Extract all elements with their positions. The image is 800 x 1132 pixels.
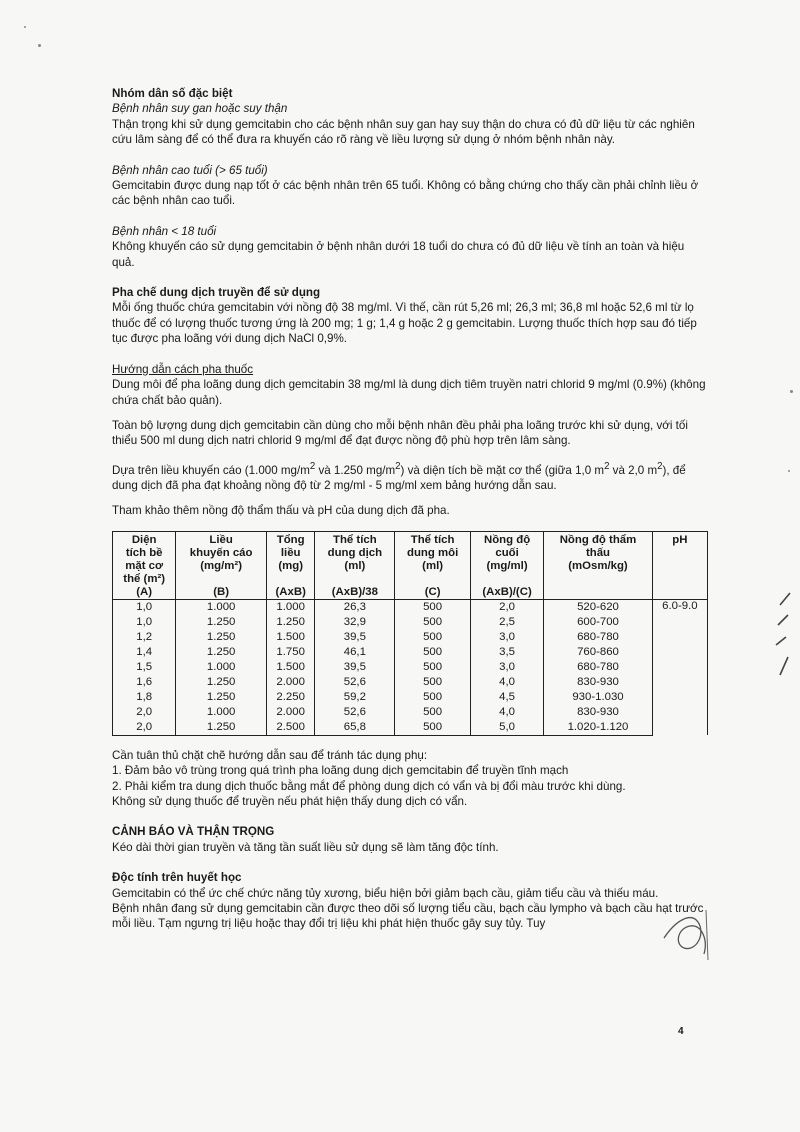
precautions-intro: Cần tuân thủ chặt chẽ hướng dẫn sau để tránh tác dụng phụ: [112,748,428,762]
table-cell: 500 [395,645,471,660]
table-cell: 1.000 [176,599,267,615]
hematologic-paragraph-1: Gemcitabin có thể ức chế chức năng tủy xương, biểu hiện bởi giảm bạch cầu, giảm tiểu cầu và thiếu máu. [112,886,659,900]
table-formula-cell: (B) [176,586,267,600]
table-formula-cell [652,586,707,600]
pediatric-subheading: Bệnh nhân < 18 tuổi [112,224,217,238]
table-row [113,675,708,690]
table-cell: 500 [395,615,471,630]
page-number: 4 [678,1026,684,1037]
preparation-heading: Pha chế dung dịch truyền để sử dụng [112,286,321,300]
table-cell: 4,0 [470,705,543,720]
table-header-cell: Nồng độ thẩm thấu (mOsm/kg) [544,531,653,586]
table-row [113,645,708,660]
warnings-paragraph: Kéo dài thời gian truyền và tăng tần suất liều sử dụng sẽ làm tăng độc tính. [112,840,499,854]
table-cell: 1,6 [113,675,176,690]
table-header-cell: Thể tích dung môi (ml) [395,531,471,586]
table-row [113,599,708,615]
table-formula-cell: (AxB) [266,586,315,600]
table-cell: 930-1.030 [544,690,653,705]
dilution-table [112,531,708,736]
table-cell: 4,5 [470,690,543,705]
elderly-paragraph: Gemcitabin được dung nạp tốt ở các bệnh nhân trên 65 tuổi. Không có bằng chứng cho thấy cần phải chỉnh liều ở các bệnh nhân cao tuổi. [112,179,699,208]
scan-speck [38,44,41,47]
table-cell: 2.500 [266,720,315,736]
table-cell: 500 [395,660,471,675]
precaution-item-2: 2. Phải kiểm tra dung dịch thuốc bằng mắt để phòng dung dịch có vẩn và bị đổi màu trước khi dùng. [112,779,626,793]
table-cell: 1.020-1.120 [544,720,653,736]
table-cell: 1.250 [176,690,267,705]
scan-speck [24,26,26,28]
table-cell: 1.250 [176,720,267,736]
table-cell: 500 [395,720,471,736]
table-formula-cell: (C) [395,586,471,600]
table-row [113,690,708,705]
handwritten-mark [656,900,716,970]
dose-range-paragraph: Dựa trên liều khuyến cáo (1.000 $mg/m^2$ và 1.250 $mg/m^2$) và diện tích bề mặt cơ thể (giữa 1,0 $m^2$ và 2,0 $m^2$), để dung dịch đã pha đạt khoảng nồng độ từ 2 mg/ml - 5 mg/ml xem bảng hướng dẫn sau. [112,460,686,492]
edge-mark [770,585,796,695]
table-row [113,615,708,630]
warnings-heading: CẢNH BÁO VÀ THẬN TRỌNG [112,825,275,839]
table-cell: 830-930 [544,675,653,690]
table-cell: 32,9 [315,615,395,630]
table-cell: 2.250 [266,690,315,705]
scan-speck [790,390,793,393]
table-cell: 500 [395,675,471,690]
table-row [113,660,708,675]
dilution-volume-paragraph: Toàn bộ lượng dung dịch gemcitabin cần dùng cho mỗi bệnh nhân đều phải pha loãng trước khi sử dụng, với tối thiểu 500 ml dung dịch natri chlorid 9 mg/ml để đạt được nồng độ phù hợp trên lâm sàng. [112,418,688,448]
table-cell: 2,0 [113,720,176,736]
table-header-cell: Nồng độ cuối (mg/ml) [470,531,543,586]
hematologic-paragraph-2: Bệnh nhân đang sử dụng gemcitabin cần được theo dõi số lượng tiểu cầu, bạch cầu lympho và bạch cầu hạt trước mỗi liều. Tạm ngưng trị liệu hoặc thay đổi trị liệu khi phát hiện thuốc gây suy tủy. Tuy [112,902,704,931]
table-cell: 1.500 [266,630,315,645]
table-cell: 2,5 [470,615,543,630]
table-cell: 3,0 [470,630,543,645]
table-cell: 39,5 [315,660,395,675]
precaution-item-1: 1. Đảm bảo vô trùng trong quá trình pha loãng dung dịch gemcitabin để truyền tĩnh mạch [112,764,569,778]
document-page [112,86,708,932]
table-header-cell: Diện tích bề mặt cơ thể (m²) [113,531,176,586]
table-formula-cell: (AxB)/(C) [470,586,543,600]
table-formula-cell [544,586,653,600]
renal-hepatic-paragraph: Thận trọng khi sử dụng gemcitabin cho các bệnh nhân suy gan hay suy thận do chưa có đủ dữ liệu từ các nghiên cứu lâm sàng để có thể đưa ra khuyến cáo rõ ràng về liều lượng sử dụng ở nhóm bệnh nhân này. [112,117,695,147]
scan-speck [788,470,790,472]
table-cell: 1.250 [176,645,267,660]
table-cell: 1,2 [113,630,176,645]
table-cell: 46,1 [315,645,395,660]
table-cell: 760-860 [544,645,653,660]
table-header-cell: pH [652,531,707,586]
table-cell: 1,0 [113,599,176,615]
table-header-cell: Thể tích dung dịch (ml) [315,531,395,586]
hematologic-toxicity-heading: Độc tính trên huyết học [112,871,242,885]
preparation-paragraph: Mỗi ống thuốc chứa gemcitabin với nồng độ 38 mg/ml. Vì thế, cần rút 5,26 ml; 26,3 ml; 36,8 ml hoặc 52,6 ml từ lọ thuốc để có lượng thuốc tương ứng là 200 mg; 1 g; 1,4 g hoặc 2 g gemcitabin. Lượng thuốc thích hợp sau đó tiếp tục được pha loãng với dung dịch NaCl 0,9%. [112,301,697,346]
table-cell: 5,0 [470,720,543,736]
table-cell: 2,0 [113,705,176,720]
table-cell: 3,5 [470,645,543,660]
table-cell: 1,0 [113,615,176,630]
table-cell: 1,4 [113,645,176,660]
table-formula-cell: (A) [113,586,176,600]
table-cell: 4,0 [470,675,543,690]
table-row [113,705,708,720]
table-cell: 1.250 [176,675,267,690]
table-cell: 1,8 [113,690,176,705]
table-cell: 39,5 [315,630,395,645]
table-cell: 26,3 [315,599,395,615]
table-header-cell: Tổng liều (mg) [266,531,315,586]
table-cell: 1.750 [266,645,315,660]
table-cell: 52,6 [315,675,395,690]
precaution-note: Không sử dụng thuốc để truyền nếu phát hiện thấy dung dịch có vẩn. [112,795,468,809]
table-cell: 1,5 [113,660,176,675]
table-cell: 500 [395,630,471,645]
special-populations-heading: Nhóm dân số đặc biệt [112,87,233,100]
osmolality-reference-paragraph: Tham khảo thêm nồng độ thẩm thấu và pH của dung dịch đã pha. [112,504,450,518]
table-cell: 1.000 [266,599,315,615]
diluent-paragraph: Dung môi để pha loãng dung dịch gemcitabin 38 mg/ml là dung dịch tiêm truyền natri chlorid 9 mg/ml (0.9%) (không chứa chất bảo quản). [112,378,706,407]
table-cell: 1.500 [266,660,315,675]
table-cell: 1.250 [176,630,267,645]
table-cell: 2,0 [470,599,543,615]
table-cell: 52,6 [315,705,395,720]
table-cell: 65,8 [315,720,395,736]
table-cell: 680-780 [544,660,653,675]
table-cell: 830-930 [544,705,653,720]
table-cell: 600-700 [544,615,653,630]
table-row [113,630,708,645]
table-cell: 520-620 [544,599,653,615]
table-header-cell: Liều khuyến cáo (mg/m²) [176,531,267,586]
table-cell: 1.250 [266,615,315,630]
renal-hepatic-subheading: Bệnh nhân suy gan hoặc suy thận [112,102,288,116]
table-cell: 1.250 [176,615,267,630]
table-cell: 3,0 [470,660,543,675]
table-cell: 2.000 [266,705,315,720]
dilution-guide-heading: Hướng dẫn cách pha thuốc [112,362,254,376]
elderly-subheading: Bệnh nhân cao tuổi (> 65 tuổi) [112,163,268,177]
table-cell: 59,2 [315,690,395,705]
table-cell: 1.000 [176,660,267,675]
table-cell: 680-780 [544,630,653,645]
table-cell: 2.000 [266,675,315,690]
table-cell: 500 [395,690,471,705]
table-cell: 1.000 [176,705,267,720]
table-cell: 500 [395,599,471,615]
pediatric-paragraph: Không khuyến cáo sử dụng gemcitabin ở bệnh nhân dưới 18 tuổi do chưa có đủ dữ liệu về tính an toàn và hiệu quả. [112,240,685,269]
ph-cell: 6.0-9.0 [652,599,707,735]
table-formula-cell: (AxB)/38 [315,586,395,600]
table-row [113,720,708,736]
table-cell: 500 [395,705,471,720]
